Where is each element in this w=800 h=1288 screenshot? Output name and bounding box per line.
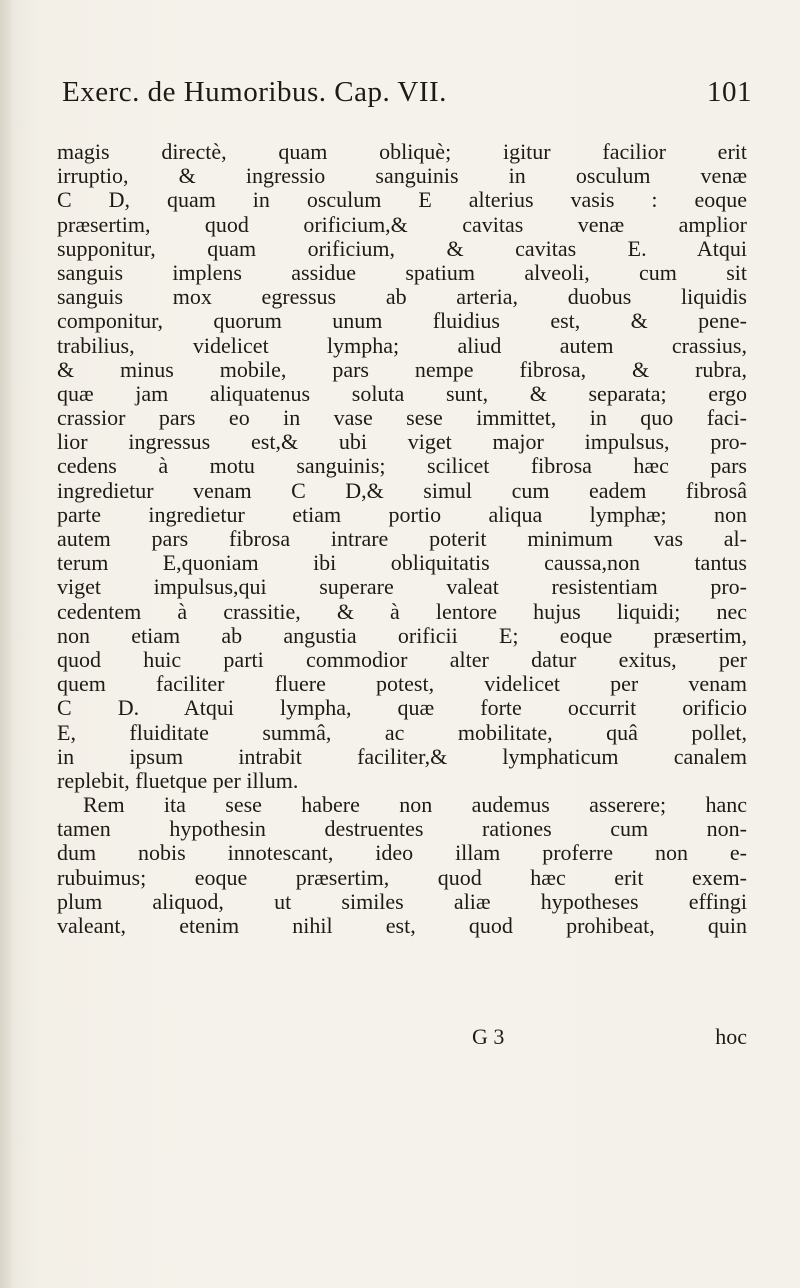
text-line: quæ jam aliquatenus soluta sunt, & separata; ergo [57,380,747,406]
text-line: in ipsum intrabit faciliter,& lymphaticum canalem [57,743,747,769]
text-line: C D. Atqui lympha, quæ forte occurrit orificio [57,695,747,721]
text-line: præsertim, quod orificium,& cavitas venæ amplior [57,211,747,237]
text-line: quod huic parti commodior alter datur exitus, per [57,646,747,672]
text-line: cedentem à crassitie, & à lentore hujus liquidi; nec [57,598,747,624]
text-line: E, fluiditate summâ, ac mobilitate, quâ pollet, [57,719,747,745]
text-line: cedens à motu sanguinis; scilicet fibrosa hæc pars [57,453,747,479]
text-line: viget impulsus,qui superare valeat resistentiam pro- [57,574,747,600]
text-line: C D, quam in osculum E alterius vasis : eoque [57,187,747,213]
text-line: tamen hypothesin destruentes rationes cum non- [57,816,747,842]
text-line: plum aliquod, ut similes aliæ hypotheses effingi [57,888,747,914]
running-title: Exerc. de Humoribus. Cap. VII. [62,76,447,108]
body-text [57,140,747,938]
text-line: quem faciliter fluere potest, videlicet per venam [57,671,747,697]
page-number: 101 [707,76,752,108]
text-line: rubuimus; eoque præsertim, quod hæc erit exem- [57,864,747,890]
page-footer [57,1024,747,1050]
text-line: crassior pars eo in vase sese immittet, in quo faci- [57,405,747,431]
signature-mark: G 3 [472,1024,505,1049]
text-line: componitur, quorum unum fluidius est, & pene- [57,308,747,334]
text-line: terum E,quoniam ibi obliquitatis caussa,non tantus [57,550,747,576]
text-line: Rem ita sese habere non audemus asserere; hanc [83,792,747,818]
text-line: dum nobis innotescant, ideo illam proferre non e- [57,840,747,866]
text-line: sanguis implens assidue spatium alveoli, cum sit [57,259,747,285]
catchword: hoc [715,1024,747,1049]
text-line: trabilius, videlicet lympha; aliud autem crassius, [57,332,747,358]
text-line: non etiam ab angustia orificii E; eoque præsertim, [57,622,747,648]
page-gutter-shadow [0,0,14,1288]
text-line: magis directè, quam obliquè; igitur facilior erit [57,139,747,164]
running-header [62,76,752,124]
text-line: valeant, etenim nihil est, quod prohibeat, quin [57,913,747,938]
text-line: supponitur, quam orificium, & cavitas E. Atqui [57,235,747,261]
text-line: sanguis mox egressus ab arteria, duobus liquidis [57,284,747,310]
text-line: irruptio, & ingressio sanguinis in osculum venæ [57,163,747,189]
text-line: & minus mobile, pars nempe fibrosa, & rubra, [57,356,747,382]
text-line: replebit, fluetque per illum. [57,767,299,793]
text-line: ingredietur venam C D,& simul cum eadem fibrosâ [57,477,747,503]
text-line: lior ingressus est,& ubi viget major impulsus, pro- [57,429,747,455]
text-line: parte ingredietur etiam portio aliqua lymphæ; non [57,501,747,527]
text-line: autem pars fibrosa intrare poterit minimum vas al- [57,526,747,551]
